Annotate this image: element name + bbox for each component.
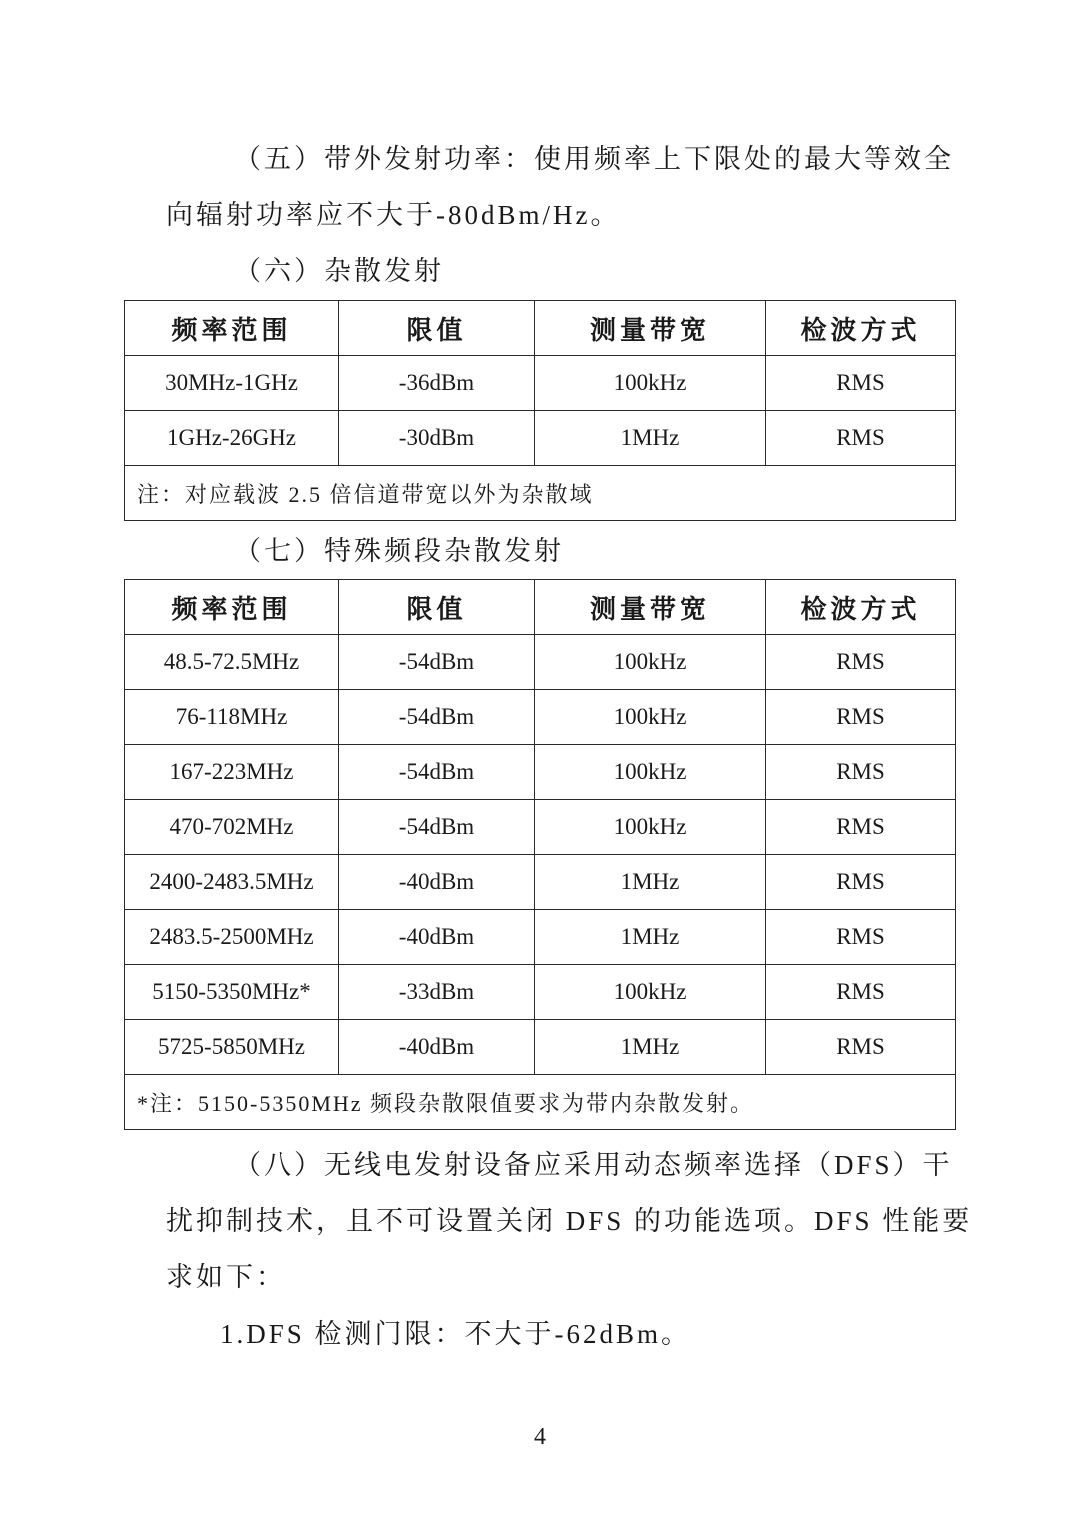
header-frequency-range: 频率范围 [125,301,339,356]
section5-line2: 向辐射功率应不大于-80dBm/Hz。 [166,200,621,230]
special-band-spurious-table [124,579,956,1130]
table-row [125,910,956,965]
cell-bandwidth: 1MHz [535,910,766,965]
cell-detector: RMS [766,635,956,690]
table-row [125,411,956,466]
cell-frequency: 5150-5350MHz* [125,965,339,1020]
section6-heading: （六）杂散发射 [234,256,444,286]
table-note-row [125,466,956,521]
spurious-emission-table [124,300,956,521]
cell-bandwidth: 1MHz [535,1020,766,1075]
cell-frequency: 30MHz-1GHz [125,356,339,411]
cell-limit: -54dBm [339,800,535,855]
cell-frequency: 48.5-72.5MHz [125,635,339,690]
section8-line3: 求如下： [166,1262,286,1292]
cell-frequency: 1GHz-26GHz [125,411,339,466]
cell-detector: RMS [766,411,956,466]
cell-detector: RMS [766,855,956,910]
cell-limit: -33dBm [339,965,535,1020]
header-measurement-bandwidth: 测量带宽 [535,301,766,356]
section7-heading: （七）特殊频段杂散发射 [234,536,564,566]
cell-frequency: 5725-5850MHz [125,1020,339,1075]
cell-limit: -40dBm [339,1020,535,1075]
cell-limit: -54dBm [339,690,535,745]
cell-bandwidth: 100kHz [535,965,766,1020]
cell-bandwidth: 100kHz [535,800,766,855]
cell-bandwidth: 100kHz [535,690,766,745]
cell-detector: RMS [766,745,956,800]
cell-limit: -30dBm [339,411,535,466]
table-row [125,745,956,800]
table-row [125,356,956,411]
table-note-row [125,1075,956,1130]
cell-limit: -54dBm [339,635,535,690]
table-row [125,1020,956,1075]
header-frequency-range: 频率范围 [125,580,339,635]
table-header-row [125,580,956,635]
cell-detector: RMS [766,690,956,745]
header-measurement-bandwidth: 测量带宽 [535,580,766,635]
table-row [125,965,956,1020]
cell-frequency: 2483.5-2500MHz [125,910,339,965]
table-row [125,690,956,745]
cell-limit: -40dBm [339,910,535,965]
table-note: *注：5150-5350MHz 频段杂散限值要求为带内杂散发射。 [125,1075,956,1130]
cell-frequency: 167-223MHz [125,745,339,800]
cell-frequency: 470-702MHz [125,800,339,855]
header-detection-mode: 检波方式 [766,580,956,635]
cell-detector: RMS [766,1020,956,1075]
table-row [125,635,956,690]
cell-bandwidth: 1MHz [535,855,766,910]
section8-line1: （八）无线电发射设备应采用动态频率选择（DFS）干 [234,1150,953,1180]
page-number: 4 [534,1424,546,1450]
cell-detector: RMS [766,965,956,1020]
cell-frequency: 76-118MHz [125,690,339,745]
cell-detector: RMS [766,910,956,965]
section5-line1: （五）带外发射功率：使用频率上下限处的最大等效全 [234,144,954,174]
header-limit: 限值 [339,301,535,356]
cell-detector: RMS [766,800,956,855]
cell-limit: -40dBm [339,855,535,910]
cell-bandwidth: 100kHz [535,745,766,800]
dfs-threshold-item: 1.DFS 检测门限：不大于-62dBm。 [220,1319,692,1349]
cell-bandwidth: 100kHz [535,356,766,411]
table-header-row [125,301,956,356]
table-note: 注：对应载波 2.5 倍信道带宽以外为杂散域 [125,466,956,521]
cell-bandwidth: 100kHz [535,635,766,690]
cell-limit: -54dBm [339,745,535,800]
cell-limit: -36dBm [339,356,535,411]
section8-line2: 扰抑制技术，且不可设置关闭 DFS 的功能选项。DFS 性能要 [166,1206,973,1236]
header-limit: 限值 [339,580,535,635]
table-row [125,800,956,855]
cell-bandwidth: 1MHz [535,411,766,466]
table-row [125,855,956,910]
header-detection-mode: 检波方式 [766,301,956,356]
cell-detector: RMS [766,356,956,411]
cell-frequency: 2400-2483.5MHz [125,855,339,910]
